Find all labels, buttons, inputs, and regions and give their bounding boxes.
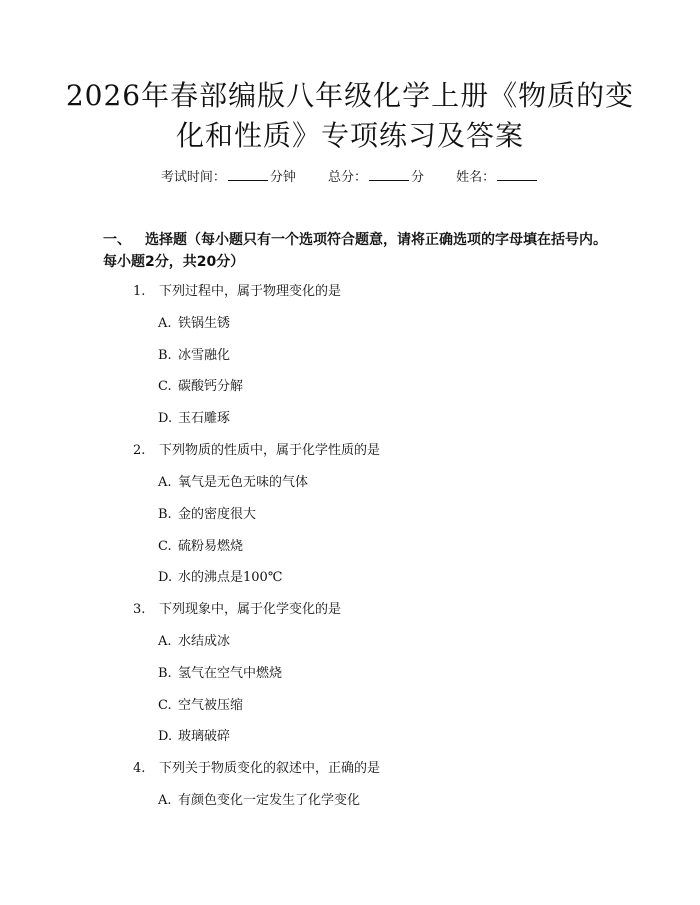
question-1-option-d — [158, 409, 230, 429]
question-number: 1. — [133, 284, 146, 299]
exam-info — [0, 168, 700, 187]
section-number: 一、 — [103, 232, 131, 248]
option-letter: C. — [158, 539, 172, 554]
question-text: 下列关于物质变化的叙述中，正确的是 — [159, 761, 381, 776]
exam-time-label: 考试时间： — [160, 170, 226, 185]
section-heading-line-2: 每小题2分，共20分） — [103, 254, 245, 270]
option-letter: B. — [158, 348, 172, 363]
option-letter: A. — [158, 316, 172, 331]
exam-score — [328, 170, 428, 185]
question-1-option-b — [158, 346, 230, 366]
question-3-option-c — [158, 696, 243, 716]
question-2 — [133, 441, 380, 461]
question-2-option-c — [158, 537, 243, 557]
question-2-option-b — [158, 505, 256, 525]
exam-time-blank[interactable] — [228, 168, 268, 181]
question-4 — [133, 759, 380, 779]
option-text: 有颜色变化一定发生了化学变化 — [178, 793, 361, 808]
question-3-option-a — [158, 632, 230, 652]
option-text: 硫粉易燃烧 — [178, 539, 244, 554]
exam-score-unit: 分 — [411, 170, 425, 185]
question-number: 4. — [133, 761, 146, 776]
question-3-option-d — [158, 727, 230, 747]
option-text: 玉石雕琢 — [178, 411, 231, 426]
option-text: 金的密度很大 — [178, 507, 257, 522]
exam-name-blank[interactable] — [497, 168, 537, 181]
question-text: 下列现象中，属于化学变化的是 — [159, 602, 342, 617]
option-letter: C. — [158, 698, 172, 713]
question-2-option-d — [158, 568, 282, 588]
question-number: 3. — [133, 602, 146, 617]
option-letter: C. — [158, 379, 172, 394]
question-3-option-b — [158, 664, 282, 684]
option-letter: A. — [158, 634, 172, 649]
question-text: 下列过程中，属于物理变化的是 — [159, 284, 342, 299]
question-number: 2. — [133, 443, 146, 458]
question-1-option-a — [158, 314, 230, 334]
option-text: 空气被压缩 — [178, 698, 244, 713]
question-1 — [133, 282, 341, 302]
option-text: 氢气在空气中燃烧 — [178, 666, 283, 681]
exam-name — [456, 170, 539, 185]
section-heading-continued — [103, 251, 623, 273]
option-text: 玻璃破碎 — [178, 729, 231, 744]
question-1-option-c — [158, 377, 243, 397]
exam-name-label: 姓名： — [456, 170, 496, 185]
option-letter: A. — [158, 475, 172, 490]
option-text: 冰雪融化 — [178, 348, 231, 363]
exam-time — [161, 170, 300, 185]
option-letter: D. — [158, 411, 173, 426]
exam-time-unit: 分钟 — [269, 170, 296, 185]
option-text: 氧气是无色无味的气体 — [178, 475, 309, 490]
document-title-line-1: 2026年春部编版八年级化学上册《物质的变 — [65, 79, 635, 112]
exam-score-label: 总分： — [327, 170, 367, 185]
option-text: 铁锅生锈 — [178, 316, 231, 331]
option-text: 水的沸点是100℃ — [178, 570, 283, 585]
section-heading-line-1: 选择题（每小题只有一个选项符合题意，请将正确选项的字母填在括号内。 — [145, 232, 607, 248]
exam-score-blank[interactable] — [369, 168, 409, 181]
question-4-option-a — [158, 791, 360, 811]
question-text: 下列物质的性质中，属于化学性质的是 — [159, 443, 381, 458]
option-letter: A. — [158, 793, 172, 808]
question-3 — [133, 600, 341, 620]
section-heading — [103, 229, 623, 251]
option-letter: D. — [158, 570, 173, 585]
option-text: 碳酸钙分解 — [178, 379, 244, 394]
option-text: 水结成冰 — [178, 634, 231, 649]
question-2-option-a — [158, 473, 308, 493]
option-letter: B. — [158, 507, 172, 522]
option-letter: D. — [158, 729, 173, 744]
option-letter: B. — [158, 666, 172, 681]
document-title-line-2: 化和性质》专项练习及答案 — [175, 119, 524, 152]
